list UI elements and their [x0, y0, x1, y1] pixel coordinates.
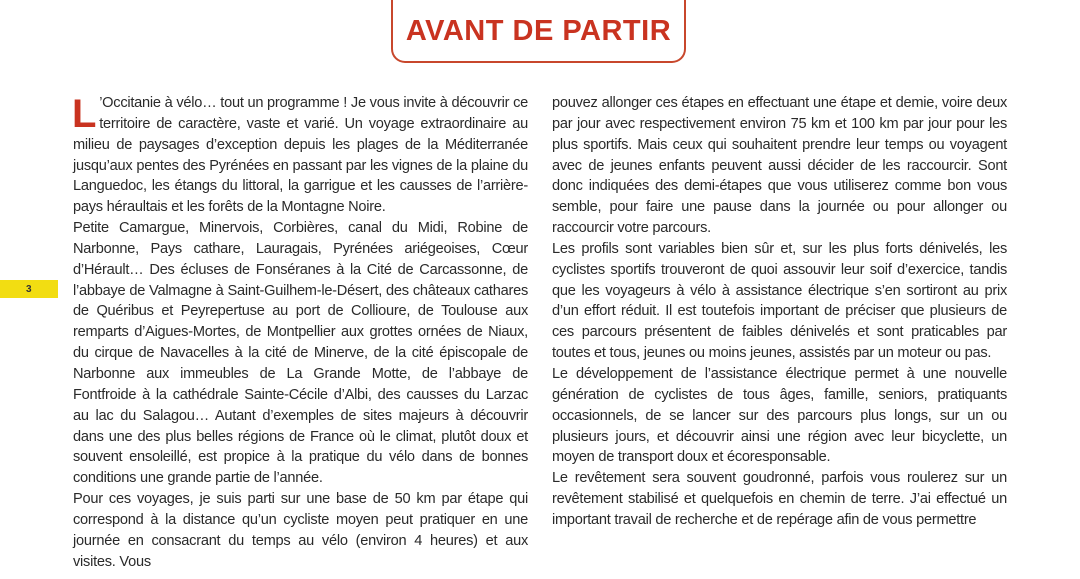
- text-column-left: [73, 93, 528, 572]
- intro-paragraph: [73, 93, 528, 218]
- page-number: 3: [26, 283, 32, 295]
- body-paragraph: Le revêtement sera souvent goudronné, parfois vous roulerez sur un revêtement stabilisé et quelquefois en chemin de terre. J’ai effectué un important travail de recherche et de repérage afin de vous permettre: [552, 470, 1007, 528]
- section-header: [391, 0, 686, 63]
- body-paragraph: Les profils sont variables bien sûr et, sur les plus forts dénivelés, les cyclistes sportifs trouveront de quoi assouvir leur soif d’exercice, tandis que les voyageurs à vélo à assistance électrique s’en sortiront au prix d’un effort réduit. Il est toutefois important de préciser que plusieurs de ces parcours présentent de faibles dénivelés et sont praticables par toutes et tous, jeunes ou moins jeunes, assistés par un moteur ou pas.: [552, 240, 1007, 362]
- drop-cap: L: [72, 92, 97, 136]
- page-tab: [0, 280, 58, 298]
- body-paragraph: pouvez allonger ces étapes en effectuant une étape et demie, voire deux par jour avec respectivement environ 75 km et 100 km par jour pour les plus sportifs. Mais ceux qui souhaitent prendre leur temps ou voyagent avec de jeunes enfants peuvent aussi décider de les raccourcir. Sont donc indiquées des demi-étapes que vous utiliserez comme bon vous semble, pour faire une pause dans la journée ou pour allonger ou raccourcir votre parcours.: [552, 95, 1007, 237]
- section-title: AVANT DE PARTIR: [405, 15, 672, 47]
- body-paragraph: Petite Camargue, Minervois, Corbières, canal du Midi, Robine de Narbonne, Pays cathare, Lauragais, Pyrénées ariégeoises, Cœur d’Hérault… Des écluses de Fonséranes à la Cité de Carcassonne, de l’abbaye de Valmagne à Saint-Guilhem-le-Désert, des châteaux cathares de Quéribus et Peyrepertuse au port de Collioure, de Toulouse aux remparts d’Aigues-Mortes, de Montpellier aux grottes ornées de Niaux, du cirque de Navacelles à la cité de Minerve, de la cité épiscopale de Narbonne aux immeubles de La Grande Motte, de l’abbaye de Fontfroide à la cathédrale Sainte-Cécile d’Albi, des causses du Larzac au lac du Salagou… Autant d’exemples de sites majeurs à découvrir dans une des plus belles régions de France où le climat, plutôt doux et souvent ensoleillé, est propice à la pratique du vélo dans de bonnes conditions une grande partie de l’année.: [73, 220, 528, 487]
- body-paragraph: Pour ces voyages, je suis parti sur une base de 50 km par étape qui correspond à la distance qu’un cycliste moyen peut pratiquer en une journée en consacrant du temps au vélo (environ 4 heures) et aux visites. Vous: [73, 491, 528, 570]
- text-column-right: [552, 93, 1007, 531]
- body-paragraph: Le développement de l’assistance électrique permet à une nouvelle génération de cyclistes de tous âges, famille, seniors, pratiquants occasionnels, de se lancer sur des parcours plus longs, sur un ou plusieurs jours, et découvrir ainsi une région avec leur bicyclette, un moyen de transport doux et écoresponsable.: [552, 365, 1007, 466]
- intro-text: ’Occitanie à vélo… tout un programme ! Je vous invite à découvrir ce territoire de caractère, vaste et varié. Un voyage extraordinaire au milieu de paysages d’exception depuis les plages de la Méditerranée jusqu’aux pentes des Pyrénées en passant par les vignes de la plaine du Languedoc, les étangs du littoral, la garrigue et les causses de l’arrière-pays héraultais et les forêts de la Montagne Noire.: [73, 95, 528, 216]
